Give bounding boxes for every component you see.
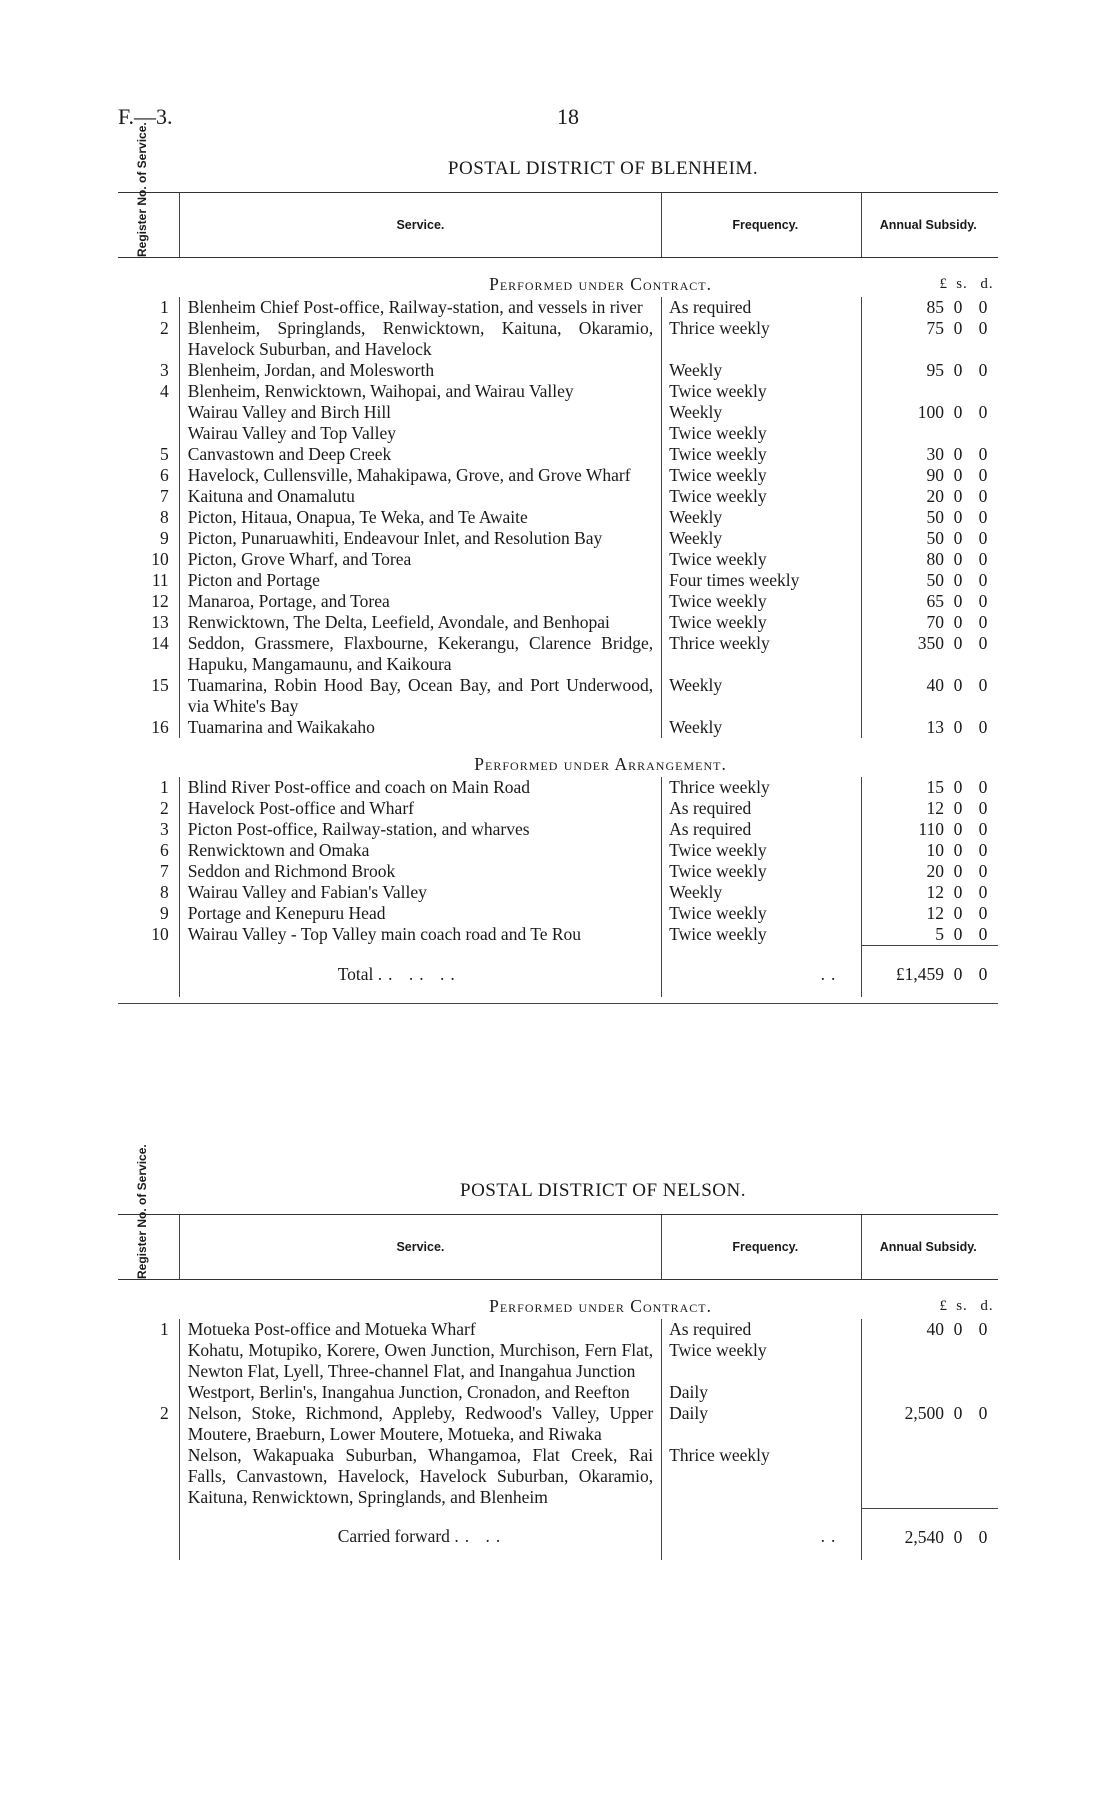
service-description: Kaituna and Onamalutu: [179, 486, 661, 507]
service-frequency: Twice weekly: [662, 840, 862, 861]
annual-subsidy: [862, 903, 998, 924]
service-header: Service.: [179, 193, 661, 258]
subsidy-pence: 0: [978, 318, 988, 338]
service-frequency: Thrice weekly: [662, 318, 862, 360]
subsidy-pounds: 20: [926, 486, 944, 506]
table-row: [118, 297, 998, 318]
table-row: [118, 633, 998, 675]
subsidy-pounds: 50: [926, 507, 944, 527]
subsidy-pounds: 70: [926, 612, 944, 632]
subsidy-pounds: 90: [926, 465, 944, 485]
service-frequency: Weekly: [662, 507, 862, 528]
subsidy-pence: 0: [978, 633, 988, 653]
district-nelson: [118, 1143, 1048, 1560]
subsidy-pence: 0: [978, 777, 988, 797]
annual-subsidy: [862, 549, 998, 570]
service-description: Portage and Kenepuru Head: [179, 903, 661, 924]
register-number: 12: [151, 591, 169, 611]
register-number: 16: [151, 717, 169, 737]
annual-subsidy: [862, 675, 998, 717]
service-frequency: Twice weekly: [662, 924, 862, 946]
service-description: Renwicktown, The Delta, Leefield, Avondale, and Benhopai: [179, 612, 661, 633]
service-description: Tuamarina, Robin Hood Bay, Ocean Bay, and Port Underwood, via White's Bay: [179, 675, 661, 717]
annual-subsidy: [862, 444, 998, 465]
annual-subsidy: [862, 423, 998, 444]
subsidy-shillings: 0: [953, 861, 963, 881]
service-frequency: Daily: [662, 1403, 862, 1445]
carried-forward-row: Carried forward .. .. .. 2,540 0 0: [118, 1508, 998, 1560]
table-row: [118, 549, 998, 570]
carried-pounds: 2,540: [904, 1526, 944, 1547]
section-heading-row: [118, 1280, 998, 1320]
register-number: [118, 402, 179, 423]
subsidy-pence: 0: [978, 444, 988, 464]
service-frequency: Weekly: [662, 360, 862, 381]
subsidy-pounds: 12: [926, 903, 944, 923]
service-frequency: Twice weekly: [662, 549, 862, 570]
service-description: Manaroa, Portage, and Torea: [179, 591, 661, 612]
service-frequency: As required: [662, 819, 862, 840]
service-frequency: As required: [662, 1319, 862, 1340]
table-row: [118, 528, 998, 549]
subsidy-pence: 0: [978, 360, 988, 380]
subsidy-shillings: 0: [953, 507, 963, 527]
subsidy-shillings: 0: [953, 549, 963, 569]
register-number: 6: [159, 840, 169, 860]
subsidy-pence: 0: [978, 528, 988, 548]
subsidy-shillings: 0: [953, 798, 963, 818]
annual-subsidy: [862, 360, 998, 381]
service-description: Blind River Post-office and coach on Main Road: [179, 777, 661, 798]
carried-pence: 0: [978, 1526, 988, 1547]
section-heading-row: [118, 258, 998, 298]
annual-subsidy: [862, 591, 998, 612]
subsidy-pence: 0: [978, 1403, 988, 1423]
district-blenheim: [118, 121, 1048, 1004]
service-description: Renwicktown and Omaka: [179, 840, 661, 861]
table-header-row: [118, 193, 998, 258]
subsidy-shillings: 0: [953, 528, 963, 548]
annual-subsidy: [862, 297, 998, 318]
service-description: Tuamarina and Waikakaho: [179, 717, 661, 738]
table-row: [118, 777, 998, 798]
subsidy-shillings: 0: [953, 633, 963, 653]
annual-subsidy: [862, 402, 998, 423]
table-row: [118, 882, 998, 903]
page-number: 18: [557, 104, 579, 129]
subsidy-shillings: 0: [953, 882, 963, 902]
page-header: [118, 104, 998, 134]
register-number: 2: [159, 318, 169, 338]
register-number: 10: [151, 924, 169, 944]
subsidy-header: Annual Subsidy.: [862, 193, 998, 258]
section-heading: Performed under Arrangement.: [474, 754, 727, 774]
register-number: 8: [159, 882, 169, 902]
register-number: 15: [151, 675, 169, 695]
total-pence: 0: [978, 964, 988, 984]
service-frequency: Daily: [662, 1382, 862, 1403]
service-description: Wairau Valley and Fabian's Valley: [179, 882, 661, 903]
register-number: 9: [159, 903, 169, 923]
subsidy-pounds: 5: [935, 924, 944, 944]
service-frequency: Thrice weekly: [662, 777, 862, 798]
table-row: [118, 1319, 998, 1340]
subsidy-pence: 0: [978, 402, 988, 422]
annual-subsidy: [862, 798, 998, 819]
subsidy-pounds: 85: [926, 297, 944, 317]
service-description: Picton, Punaruawhiti, Endeavour Inlet, and Resolution Bay: [179, 528, 661, 549]
subsidy-shillings: 0: [953, 402, 963, 422]
table-row: [118, 360, 998, 381]
register-header: Register No. of Service.: [135, 1143, 149, 1279]
subsidy-shillings: 0: [953, 318, 963, 338]
annual-subsidy: [862, 840, 998, 861]
subsidy-pounds: 15: [926, 777, 944, 797]
register-number: 7: [159, 486, 169, 506]
service-description: Seddon and Richmond Brook: [179, 861, 661, 882]
register-number: [118, 1382, 179, 1403]
subsidy-shillings: 0: [953, 675, 963, 695]
subsidy-pounds: 110: [918, 819, 944, 839]
shillings-unit: s.: [956, 1298, 968, 1314]
service-description: Kohatu, Motupiko, Korere, Owen Junction, Murchison, Fern Flat, Newton Flat, Lyell, Three-channel Flat, and Inangahua Junction: [179, 1340, 661, 1382]
annual-subsidy: [862, 318, 998, 360]
subsidy-shillings: 0: [953, 591, 963, 611]
subsidy-pounds: 30: [926, 444, 944, 464]
register-number: 3: [159, 819, 169, 839]
service-frequency: Thrice weekly: [662, 1445, 862, 1508]
annual-subsidy: [862, 777, 998, 798]
service-frequency: As required: [662, 297, 862, 318]
section-heading-row: [118, 738, 998, 777]
table-row: [118, 861, 998, 882]
annual-subsidy: [862, 1319, 998, 1340]
subsidy-shillings: 0: [953, 924, 963, 944]
annual-subsidy: [862, 1445, 998, 1508]
service-frequency: Thrice weekly: [662, 633, 862, 675]
subsidy-shillings: 0: [953, 570, 963, 590]
subsidy-pence: 0: [978, 570, 988, 590]
table-row: [118, 675, 998, 717]
service-description: Picton and Portage: [179, 570, 661, 591]
document-code: F.—3.: [118, 104, 173, 129]
carried-shillings: 0: [953, 1526, 963, 1547]
district-title: POSTAL DISTRICT OF NELSON.: [460, 1180, 746, 1201]
service-description: Blenheim Chief Post-office, Railway-station, and vessels in river: [179, 297, 661, 318]
register-number: 5: [159, 444, 169, 464]
register-number: 10: [151, 549, 169, 569]
table-row: [118, 591, 998, 612]
total-label: Total: [337, 963, 374, 984]
service-frequency: Twice weekly: [662, 381, 862, 402]
subsidy-shillings: 0: [953, 1403, 963, 1423]
subsidy-shillings: 0: [953, 717, 963, 737]
subsidy-pence: 0: [978, 882, 988, 902]
service-frequency: Twice weekly: [662, 465, 862, 486]
register-number: 6: [159, 465, 169, 485]
subsidy-shillings: 0: [953, 465, 963, 485]
subsidy-pounds: 50: [926, 570, 944, 590]
annual-subsidy: [862, 1403, 998, 1445]
register-number: 9: [159, 528, 169, 548]
service-frequency: Twice weekly: [662, 423, 862, 444]
service-description: Wairau Valley and Top Valley: [179, 423, 661, 444]
register-number: 2: [159, 798, 169, 818]
service-description: Motueka Post-office and Motueka Wharf: [179, 1319, 661, 1340]
service-header: Service.: [179, 1215, 661, 1280]
service-description: Canvastown and Deep Creek: [179, 444, 661, 465]
annual-subsidy: [862, 507, 998, 528]
subsidy-pounds: 50: [926, 528, 944, 548]
annual-subsidy: [862, 882, 998, 903]
annual-subsidy: [862, 717, 998, 738]
table-row: [118, 903, 998, 924]
subsidy-pounds: 95: [926, 360, 944, 380]
table-row: [118, 402, 998, 423]
subsidy-pence: 0: [978, 465, 988, 485]
subsidy-pence: 0: [978, 591, 988, 611]
subsidy-pence: 0: [978, 549, 988, 569]
subsidy-pence: 0: [978, 486, 988, 506]
subsidy-pounds: 40: [926, 1319, 944, 1339]
service-description: Havelock Post-office and Wharf: [179, 798, 661, 819]
subsidy-pence: 0: [978, 924, 988, 944]
table-row: [118, 381, 998, 402]
service-frequency: Twice weekly: [662, 612, 862, 633]
service-description: Nelson, Wakapuaka Suburban, Whangamoa, Flat Creek, Rai Falls, Canvastown, Havelock, Havelock Suburban, Okaramio, Kaituna, Renwicktown, Springlands, and Blenheim: [179, 1445, 661, 1508]
service-description: Blenheim, Springlands, Renwicktown, Kaituna, Okaramio, Havelock Suburban, and Havelock: [179, 318, 661, 360]
table-row: [118, 924, 998, 946]
annual-subsidy: [862, 1340, 998, 1382]
service-description: Picton, Hitaua, Onapua, Te Weka, and Te Awaite: [179, 507, 661, 528]
table-row: [118, 840, 998, 861]
subsidy-shillings: 0: [953, 486, 963, 506]
register-number: 1: [159, 297, 169, 317]
service-description: Seddon, Grassmere, Flaxbourne, Kekerangu, Clarence Bridge, Hapuku, Mangamaunu, and Kaikoura: [179, 633, 661, 675]
register-number: 14: [151, 633, 169, 653]
total-row: Total .. .. .. .. £1,459 0 0: [118, 946, 998, 998]
pounds-unit: £: [939, 1298, 948, 1314]
register-number: 13: [151, 612, 169, 632]
subsidy-pounds: 10: [926, 840, 944, 860]
annual-subsidy: [862, 486, 998, 507]
table-row: [118, 444, 998, 465]
total-pounds: £1,459: [895, 964, 944, 984]
table-row: [118, 1340, 998, 1382]
section-heading: Performed under Contract.: [489, 274, 712, 294]
subsidy-shillings: 0: [953, 903, 963, 923]
register-number: 1: [159, 777, 169, 797]
subsidy-pence: 0: [978, 612, 988, 632]
table-row: [118, 717, 998, 738]
subsidy-shillings: 0: [953, 777, 963, 797]
register-number: 8: [159, 507, 169, 527]
shillings-unit: s.: [956, 276, 968, 292]
table-row: [118, 1403, 998, 1445]
register-number: 7: [159, 861, 169, 881]
table-row: [118, 570, 998, 591]
subsidy-pence: 0: [978, 840, 988, 860]
service-frequency: Weekly: [662, 882, 862, 903]
subsidy-pence: 0: [978, 798, 988, 818]
annual-subsidy: [862, 861, 998, 882]
subsidy-pence: 0: [978, 675, 988, 695]
service-description: Havelock, Cullensville, Mahakipawa, Grove, and Grove Wharf: [179, 465, 661, 486]
subsidy-pounds: 75: [926, 318, 944, 338]
service-frequency: Twice weekly: [662, 486, 862, 507]
service-description: Wairau Valley and Birch Hill: [179, 402, 661, 423]
service-description: Picton, Grove Wharf, and Torea: [179, 549, 661, 570]
register-header: Register No. of Service.: [135, 121, 149, 257]
service-frequency: Twice weekly: [662, 591, 862, 612]
service-frequency: Twice weekly: [662, 1340, 862, 1382]
service-description: Nelson, Stoke, Richmond, Appleby, Redwood's Valley, Upper Moutere, Braeburn, Lower Moutere, Motueka, and Riwaka: [179, 1403, 661, 1445]
subsidy-pence: 0: [978, 717, 988, 737]
annual-subsidy: [862, 528, 998, 549]
service-frequency: Twice weekly: [662, 903, 862, 924]
service-frequency: Twice weekly: [662, 444, 862, 465]
table-row: [118, 318, 998, 360]
register-number: [118, 1340, 179, 1382]
annual-subsidy: [862, 465, 998, 486]
table-row: [118, 423, 998, 444]
section-heading: Performed under Contract.: [489, 1296, 712, 1316]
service-description: Blenheim, Renwicktown, Waihopai, and Wairau Valley: [179, 381, 661, 402]
service-frequency: As required: [662, 798, 862, 819]
annual-subsidy: [862, 570, 998, 591]
frequency-header: Frequency.: [662, 1215, 862, 1280]
frequency-header: Frequency.: [662, 193, 862, 258]
subsidy-pounds: 100: [917, 402, 944, 422]
subsidy-pounds: 2,500: [904, 1403, 944, 1423]
annual-subsidy: [862, 1382, 998, 1403]
subsidy-header: Annual Subsidy.: [862, 1215, 998, 1280]
register-number: 3: [159, 360, 169, 380]
subsidy-pounds: 80: [926, 549, 944, 569]
register-number: 4: [159, 381, 169, 401]
service-frequency: Weekly: [662, 675, 862, 717]
subsidy-shillings: 0: [953, 840, 963, 860]
subsidy-pounds: 350: [917, 633, 944, 653]
annual-subsidy: [862, 633, 998, 675]
subsidy-shillings: 0: [953, 1319, 963, 1339]
subsidy-pounds: 12: [926, 882, 944, 902]
subsidy-pounds: 13: [926, 717, 944, 737]
table-row: [118, 465, 998, 486]
subsidy-pounds: 20: [926, 861, 944, 881]
subsidy-pence: 0: [978, 507, 988, 527]
register-number: [118, 1445, 179, 1508]
register-number: [118, 423, 179, 444]
table-row: [118, 612, 998, 633]
table-row: [118, 798, 998, 819]
service-frequency: Twice weekly: [662, 861, 862, 882]
table-row: [118, 507, 998, 528]
subsidy-pounds: 40: [926, 675, 944, 695]
register-number: 1: [159, 1319, 169, 1339]
subsidy-pence: 0: [978, 819, 988, 839]
table-row: [118, 1445, 998, 1508]
subsidy-shillings: 0: [953, 360, 963, 380]
pence-unit: d.: [980, 276, 994, 292]
service-description: Picton Post-office, Railway-station, and wharves: [179, 819, 661, 840]
annual-subsidy: [862, 819, 998, 840]
subsidy-pence: 0: [978, 903, 988, 923]
carried-forward-label: Carried forward: [337, 1526, 450, 1546]
subsidy-pounds: 12: [926, 798, 944, 818]
subsidy-pounds: 65: [926, 591, 944, 611]
annual-subsidy: [862, 381, 998, 402]
district-title: POSTAL DISTRICT OF BLENHEIM.: [447, 158, 759, 179]
service-frequency: Weekly: [662, 717, 862, 738]
service-description: Westport, Berlin's, Inangahua Junction, Cronadon, and Reefton: [179, 1382, 661, 1403]
total-shillings: 0: [953, 964, 963, 984]
service-frequency: Four times weekly: [662, 570, 862, 591]
annual-subsidy: [862, 612, 998, 633]
table-row: [118, 1382, 998, 1403]
table-row: [118, 819, 998, 840]
service-frequency: Weekly: [662, 402, 862, 423]
register-number: 2: [159, 1403, 169, 1423]
service-frequency: Weekly: [662, 528, 862, 549]
subsidy-pence: 0: [978, 1319, 988, 1339]
table-header-row: [118, 1215, 998, 1280]
table-row: [118, 486, 998, 507]
subsidy-shillings: 0: [953, 612, 963, 632]
service-description: Blenheim, Jordan, and Molesworth: [179, 360, 661, 381]
subsidy-shillings: 0: [953, 819, 963, 839]
pence-unit: d.: [980, 1298, 994, 1314]
subsidy-pence: 0: [978, 861, 988, 881]
service-description: Wairau Valley - Top Valley main coach road and Te Rou: [179, 924, 661, 946]
subsidy-pence: 0: [978, 297, 988, 317]
subsidy-shillings: 0: [953, 297, 963, 317]
pounds-unit: £: [939, 276, 948, 292]
annual-subsidy: [862, 924, 998, 946]
register-number: 11: [151, 570, 169, 590]
subsidy-shillings: 0: [953, 444, 963, 464]
